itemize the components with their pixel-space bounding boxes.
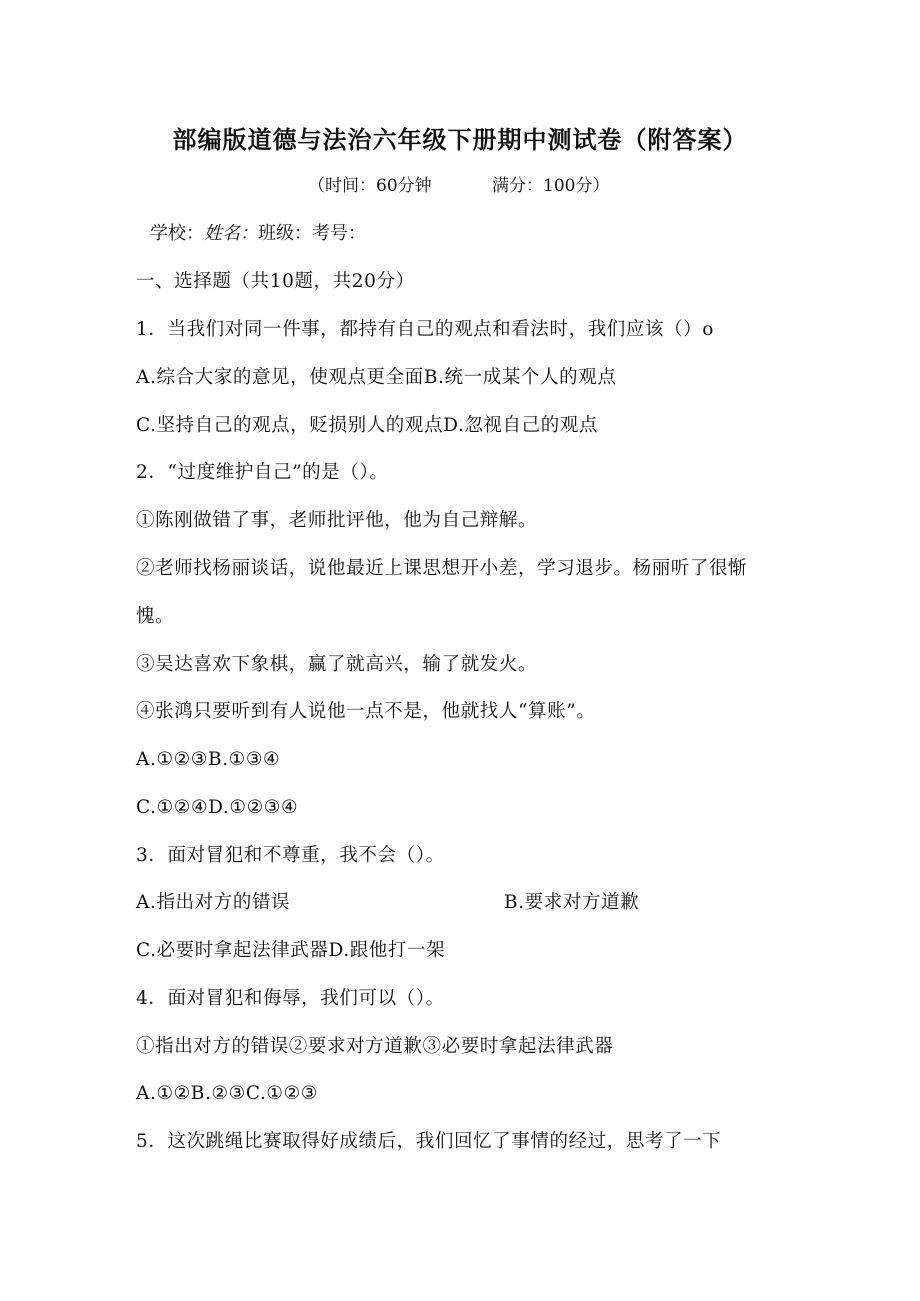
class-label: 班级：考号：: [258, 223, 366, 244]
question-1: 1．当我们对同一件事，都持有自己的观点和看法时，我们应该（）o: [136, 319, 715, 340]
q1-options-cd: C.坚持自己的观点，贬损别人的观点D.忽视自己的观点: [136, 415, 599, 436]
question-2: 2．“过度维护自己”的是（）。: [136, 462, 389, 483]
q3-option-a: A.指出对方的错误: [136, 892, 291, 913]
question-4: 4．面对冒犯和侮辱，我们可以（）。: [136, 988, 445, 1009]
q3-options-ab: [136, 891, 640, 915]
q2-statement-2-cont: 愧。: [136, 606, 175, 627]
document-title: 部编版道德与法治六年级下册期中测试卷（附答案）: [172, 126, 748, 154]
student-info-line: [150, 222, 366, 246]
exam-score: 满分：100分）: [492, 176, 610, 196]
question-5: 5．这次跳绳比赛取得好成绩后，我们回忆了事情的经过，思考了一下: [136, 1131, 722, 1152]
q2-options-cd: C.①②④D.①②③④: [136, 797, 299, 818]
section-heading: 一、选择题（共10题，共20分）: [136, 271, 415, 292]
q3-option-b: B.要求对方道歉: [504, 892, 640, 913]
question-3: 3．面对冒犯和不尊重，我不会（）。: [136, 845, 445, 866]
q2-options-ab: A.①②③B.①③④: [136, 749, 281, 770]
q4-options: A.①②B.②③C.①②③: [136, 1083, 318, 1104]
q2-statement-3: ③吴达喜欢下象棋，赢了就高兴，输了就发火。: [136, 654, 538, 675]
exam-time: （时间：60分钟: [308, 176, 432, 196]
q2-statement-4: ④张鸿只要听到有人说他一点不是，他就找人“算账”。: [136, 701, 596, 722]
school-label: 学校：: [150, 223, 204, 244]
q2-statement-2: ②老师找杨丽谈话，说他最近上课思想开小差，学习退步。杨丽听了很惭: [136, 558, 748, 579]
q4-statements: ①指出对方的错误②要求对方道歉③必要时拿起法律武器: [136, 1036, 614, 1057]
q3-options-cd: C.必要时拿起法律武器D.跟他打一架: [136, 940, 446, 961]
q1-options-ab: A.综合大家的意见，使观点更全面B.统一成某个人的观点: [136, 367, 617, 388]
name-label: 姓名：: [204, 223, 258, 244]
q2-statement-1: ①陈刚做错了事，老师批评他，他为自己辩解。: [136, 510, 538, 531]
